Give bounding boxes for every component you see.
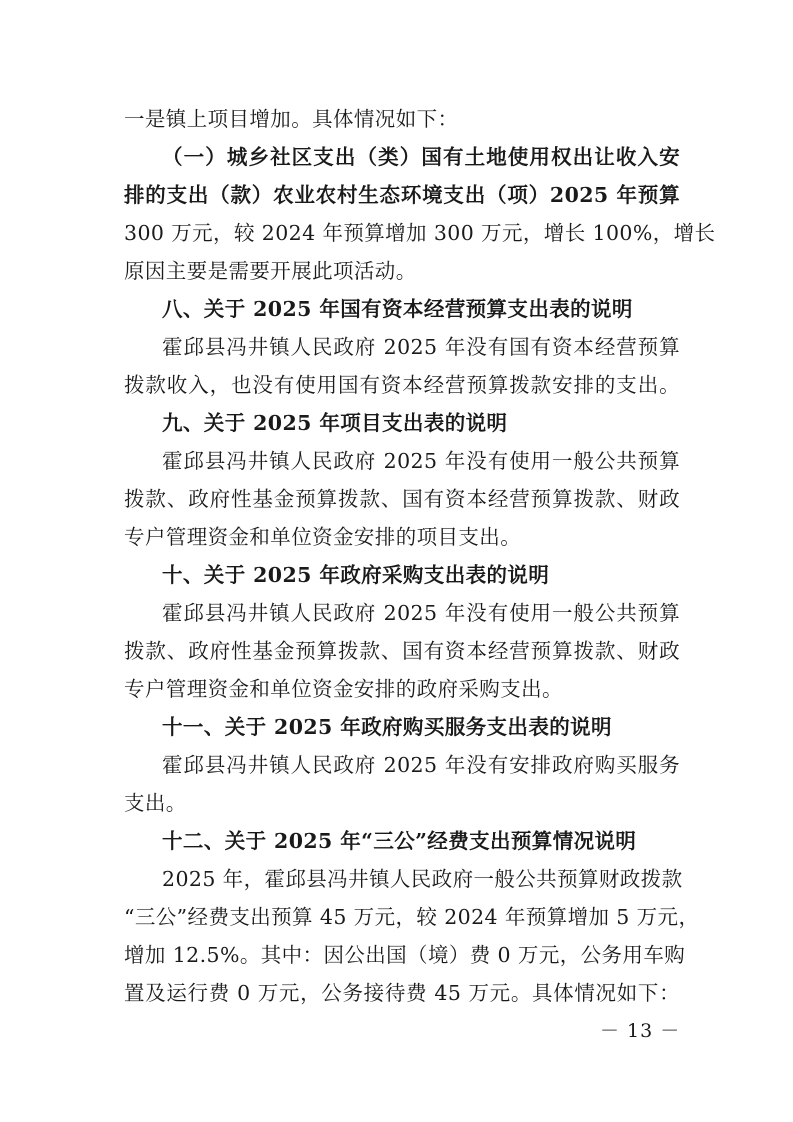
paragraph-line: 霍邱县冯井镇人民政府 2025 年没有使用一般公共预算 [162, 449, 680, 473]
section-heading-8: 八、关于 2025 年国有资本经营预算支出表的说明 [162, 297, 633, 321]
paragraph-line: 拨款收入，也没有使用国有资本经营预算拨款安排的支出。 [124, 373, 680, 397]
paragraph-line: 原因主要是需要开展此项活动。 [124, 259, 417, 283]
page-number: － 13 － [600, 1020, 681, 1042]
paragraph-line: 一是镇上项目增加。具体情况如下： [124, 107, 459, 131]
subsection-heading-line: （一）城乡社区支出（类）国有土地使用权出让收入安 [162, 145, 680, 169]
paragraph-line: 专户管理资金和单位资金安排的政府采购支出。 [124, 677, 563, 701]
paragraph-line: 霍邱县冯井镇人民政府 2025 年没有国有资本经营预算 [162, 335, 680, 359]
paragraph-line: 置及运行费 0 万元，公务接待费 45 万元。具体情况如下： [124, 981, 680, 1005]
paragraph-line: 300 万元，较 2024 年预算增加 300 万元，增长 100%，增长 [124, 221, 716, 245]
paragraph-line: 拨款、政府性基金预算拨款、国有资本经营预算拨款、财政 [124, 639, 680, 663]
section-heading-10: 十、关于 2025 年政府采购支出表的说明 [162, 563, 550, 587]
paragraph-line: 专户管理资金和单位资金安排的项目支出。 [124, 525, 522, 549]
section-heading-9: 九、关于 2025 年项目支出表的说明 [162, 411, 508, 435]
section-heading-11: 十一、关于 2025 年政府购买服务支出表的说明 [162, 715, 612, 739]
section-heading-12: 十二、关于 2025 年“三公”经费支出预算情况说明 [162, 829, 637, 853]
paragraph-line: 霍邱县冯井镇人民政府 2025 年没有使用一般公共预算 [162, 601, 680, 625]
paragraph-line: 2025 年，霍邱县冯井镇人民政府一般公共预算财政拨款 [162, 867, 683, 891]
paragraph-line: “三公”经费支出预算 45 万元，较 2024 年预算增加 5 万元， [124, 905, 700, 929]
paragraph-line: 增加 12.5%。其中：因公出国（境）费 0 万元，公务用车购 [124, 943, 686, 967]
paragraph-line: 霍邱县冯井镇人民政府 2025 年没有安排政府购买服务 [162, 753, 680, 777]
subsection-heading-line: 排的支出（款）农业农村生态环境支出（项）2025 年预算 [124, 183, 680, 207]
paragraph-line: 支出。 [124, 791, 187, 815]
paragraph-line: 拨款、政府性基金预算拨款、国有资本经营预算拨款、财政 [124, 487, 680, 511]
